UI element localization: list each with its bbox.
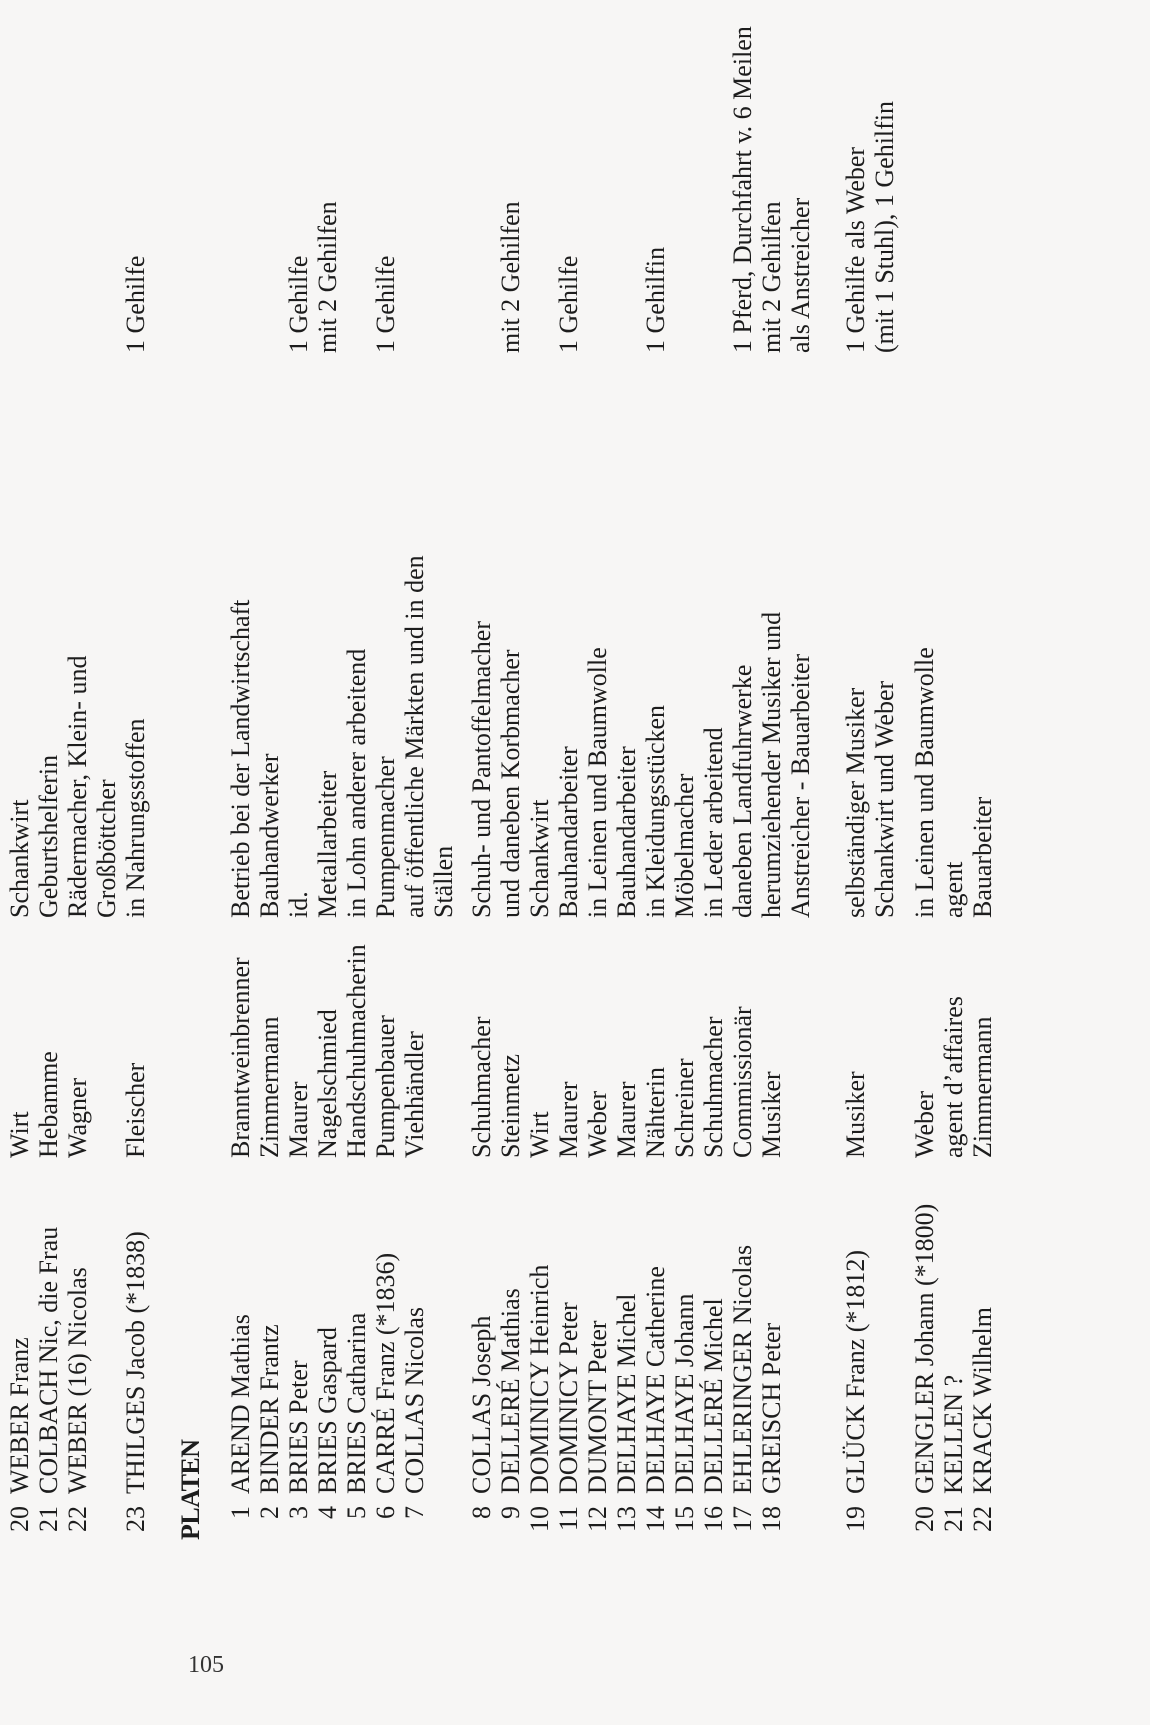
section-heading: PLATEN (176, 1439, 205, 1540)
person-name: GLÜCK Franz (*1812) (841, 1249, 870, 1494)
note: mit 2 Gehilfen (313, 201, 342, 353)
person-name: DELLERÉ Mathias (496, 1288, 525, 1494)
row-number: 15 (670, 1506, 699, 1532)
occupation: Maurer (612, 1081, 641, 1158)
row-number: 21 (939, 1506, 968, 1532)
trade-branch: Rädermacher, Klein- und (63, 655, 92, 918)
row-number: 22 (968, 1506, 997, 1532)
person-name: WEBER (16) Nicolas (63, 1267, 92, 1494)
person-name: COLLAS Joseph (467, 1315, 496, 1494)
person-name: AREND Mathias (226, 1314, 255, 1494)
occupation: Wagner (63, 1077, 92, 1158)
trade-branch: Anstreicher - Bauarbeiter (786, 653, 815, 918)
row-number: 22 (63, 1506, 92, 1532)
trade-branch: id. (284, 891, 313, 918)
trade-branch: selbständiger Musiker (841, 687, 870, 918)
row-number: 20 (910, 1506, 939, 1532)
trade-branch: Pumpenmacher (371, 756, 400, 918)
note: 1 Gehilfe als Weber (841, 146, 870, 353)
occupation: Musiker (757, 1071, 786, 1158)
page-number: 105 (188, 1652, 224, 1678)
occupation: Steinmetz (496, 1054, 525, 1158)
person-name: KELLEN ? (939, 1374, 968, 1494)
trade-branch: Bauhandwerker (255, 753, 284, 918)
occupation: Wirt (525, 1111, 554, 1158)
occupation: Zimmermann (968, 1016, 997, 1158)
row-number: 13 (612, 1506, 641, 1532)
occupation: Zimmermann (255, 1016, 284, 1158)
occupation: Viehhändler (400, 1031, 429, 1158)
row-number: 4 (313, 1506, 342, 1519)
note: als Anstreicher (786, 197, 815, 353)
row-number: 21 (34, 1506, 63, 1532)
person-name: CARRÉ Franz (*1836) (371, 1252, 400, 1494)
person-name: DUMONT Peter (583, 1320, 612, 1494)
person-name: GREISCH Peter (757, 1322, 786, 1494)
occupation: Handschuhmacherin (342, 944, 371, 1158)
trade-branch: Bauhandarbeiter (612, 746, 641, 918)
occupation: Nagelschmied (313, 1009, 342, 1158)
occupation: Pumpenbauer (371, 1015, 400, 1158)
person-name: DOMINICY Peter (554, 1302, 583, 1494)
trade-branch: agent (939, 861, 968, 918)
person-name: DELLERÉ Michel (699, 1298, 728, 1494)
row-number: 14 (641, 1506, 670, 1532)
trade-branch: Möbelmacher (670, 773, 699, 918)
row-number: 8 (467, 1506, 496, 1519)
trade-branch: Bauarbeiter (968, 796, 997, 918)
trade-branch: und daneben Korbmacher (496, 649, 525, 918)
occupation: Musiker (841, 1071, 870, 1158)
row-number: 16 (699, 1506, 728, 1532)
trade-branch: Schankwirt (525, 799, 554, 918)
occupation: Commissionär (728, 1006, 757, 1158)
trade-branch: Schuh- und Pantoffelmacher (467, 621, 496, 918)
row-number: 17 (728, 1506, 757, 1532)
person-name: KRACK Wilhelm (968, 1307, 997, 1494)
row-number: 2 (255, 1506, 284, 1519)
note: 1 Gehilfe (554, 255, 583, 353)
row-number: 6 (371, 1506, 400, 1519)
person-name: BRIES Peter (284, 1360, 313, 1494)
occupation: Schuhmacher (699, 1016, 728, 1158)
trade-branch: Bauhandarbeiter (554, 746, 583, 918)
person-name: BRIES Gaspard (313, 1327, 342, 1494)
trade-branch: herumziehender Musiker und (757, 611, 786, 918)
trade-branch: Ställen (429, 845, 458, 918)
trade-branch: in Leder arbeitend (699, 727, 728, 918)
person-name: DOMINICY Heinrich (525, 1264, 554, 1494)
occupation: Wirt (5, 1111, 34, 1158)
trade-branch: in Nahrungsstoffen (121, 718, 150, 918)
occupation: Nähterin (641, 1067, 670, 1158)
note: (mit 1 Stuhl), 1 Gehilfin (870, 100, 899, 353)
trade-branch: in Kleidungsstücken (641, 704, 670, 918)
note: mit 2 Gehilfen (496, 201, 525, 353)
occupation: Branntweinbrenner (226, 957, 255, 1158)
row-number: 19 (841, 1506, 870, 1532)
trade-branch: Geburtshelferin (34, 754, 63, 918)
person-name: BRIES Catharina (342, 1312, 371, 1494)
row-number: 20 (5, 1506, 34, 1532)
row-number: 12 (583, 1506, 612, 1532)
occupation: Maurer (554, 1081, 583, 1158)
person-name: EHLERINGER Nicolas (728, 1244, 757, 1494)
row-number: 10 (525, 1506, 554, 1532)
trade-branch: in Lohn anderer arbeitend (342, 648, 371, 918)
occupation: Weber (910, 1090, 939, 1158)
trade-branch: daneben Landfuhrwerke (728, 664, 757, 918)
person-name: THILGES Jacob (*1838) (121, 1231, 150, 1494)
occupation: Schreiner (670, 1058, 699, 1158)
person-name: DELHAYE Michel (612, 1293, 641, 1494)
row-number: 9 (496, 1506, 525, 1519)
row-number: 5 (342, 1506, 371, 1519)
person-name: BINDER Frantz (255, 1324, 284, 1494)
trade-branch: Schankwirt (5, 799, 34, 918)
person-name: DELHAYE Johann (670, 1293, 699, 1494)
trade-branch: Metallarbeiter (313, 770, 342, 918)
row-number: 1 (226, 1506, 255, 1519)
occupation: agent d’affaires (939, 996, 968, 1158)
note: 1 Gehilfe (371, 255, 400, 353)
trade-branch: Großböttcher (92, 779, 121, 918)
row-number: 18 (757, 1506, 786, 1532)
person-name: GENGLER Johann (*1800) (910, 1203, 939, 1494)
trade-branch: Betrieb bei der Landwirtschaft (226, 599, 255, 918)
occupation: Maurer (284, 1081, 313, 1158)
row-number: 23 (121, 1506, 150, 1532)
trade-branch: Schankwirt und Weber (870, 680, 899, 918)
occupation: Fleischer (121, 1062, 150, 1158)
row-number: 7 (400, 1506, 429, 1519)
note: 1 Gehilfe (284, 255, 313, 353)
note: 1 Gehilfe (121, 255, 150, 353)
occupation: Weber (583, 1090, 612, 1158)
row-number: 11 (554, 1506, 583, 1532)
person-name: WEBER Franz (5, 1337, 34, 1494)
note: mit 2 Gehilfen (757, 201, 786, 353)
occupation: Hebamme (34, 1051, 63, 1158)
person-name: COLLAS Nicolas (400, 1306, 429, 1494)
trade-branch: auf öffentliche Märkten und in den (400, 555, 429, 918)
note: 1 Pferd, Durchfahrt v. 6 Meilen (728, 26, 757, 353)
trade-branch: in Leinen und Baumwolle (910, 647, 939, 918)
row-number: 3 (284, 1506, 313, 1519)
occupation: Schuhmacher (467, 1016, 496, 1158)
trade-branch: in Leinen und Baumwolle (583, 647, 612, 918)
note: 1 Gehilfin (641, 246, 670, 353)
person-name: DELHAYE Catherine (641, 1266, 670, 1494)
person-name: COLBACH Nic, die Frau (34, 1226, 63, 1494)
